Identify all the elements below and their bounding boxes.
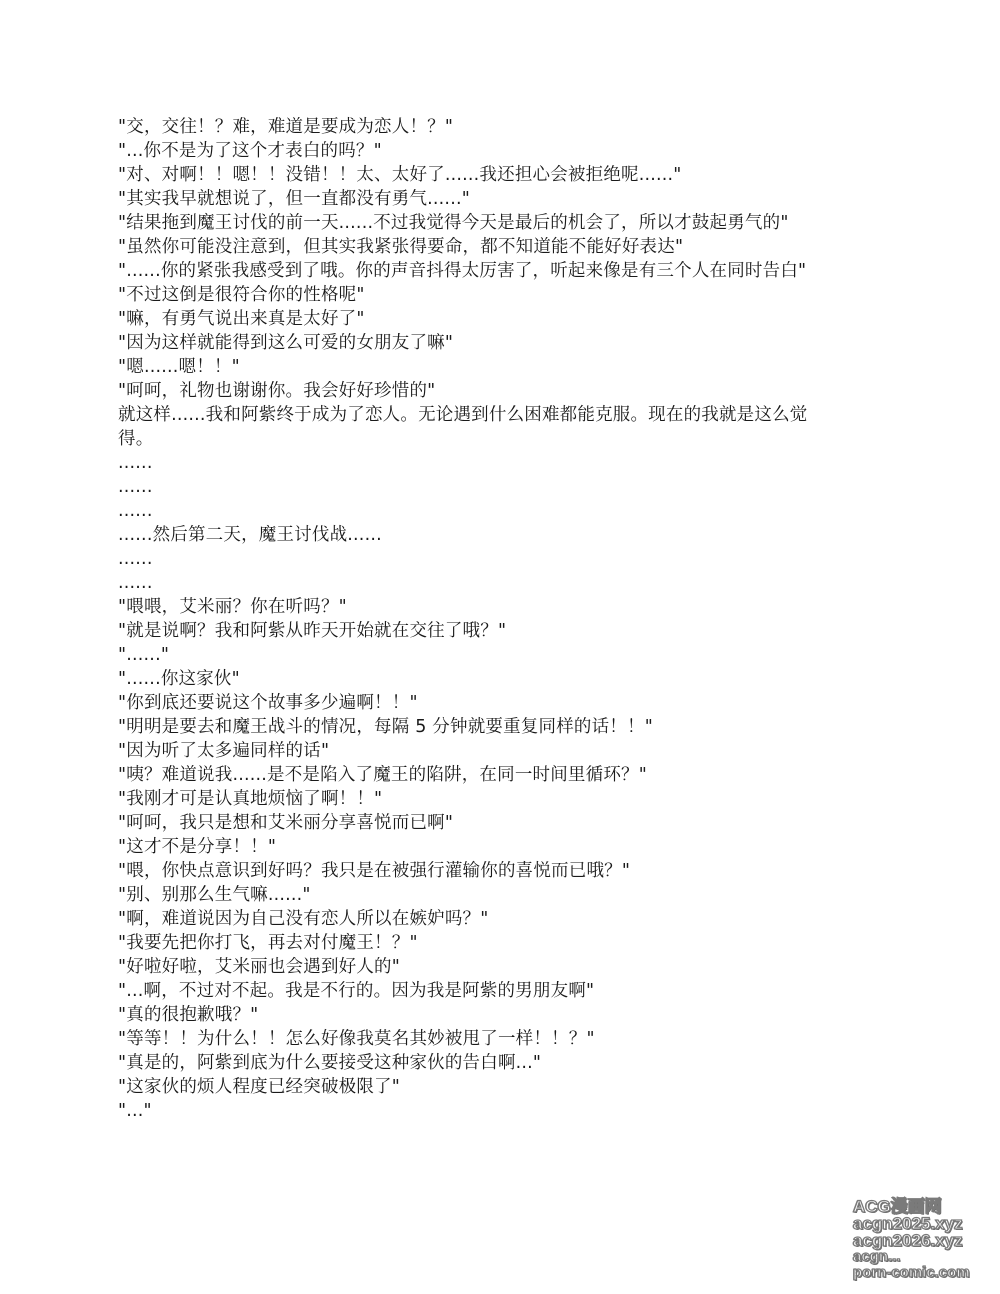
story-text — [118, 115, 888, 1123]
text-line: "真是的，阿紫到底为什么要接受这种家伙的告白啊..." — [118, 1053, 542, 1073]
text-line: "明明是要去和魔王战斗的情况，每隔 5 分钟就要重复同样的话！！" — [118, 717, 653, 737]
text-line: "这家伙的烦人程度已经突破极限了" — [118, 1077, 400, 1097]
text-line: "其实我早就想说了，但一直都没有勇气......" — [118, 189, 470, 209]
text-line: "......你的紧张我感受到了哦。你的声音抖得太厉害了，听起来像是有三个人在同时告白" — [118, 261, 807, 281]
text-line: "虽然你可能没注意到，但其实我紧张得要命，都不知道能不能好好表达" — [118, 237, 684, 257]
text-line: "呵呵，礼物也谢谢你。我会好好珍惜的" — [118, 381, 436, 401]
text-line: ...... — [118, 573, 153, 593]
text-line: "因为听了太多遍同样的话" — [118, 741, 330, 761]
text-line: "呵呵，我只是想和艾米丽分享喜悦而已啊" — [118, 813, 454, 833]
text-line: ...... — [118, 549, 153, 569]
watermark-line: acgn2025.xyz — [853, 1214, 963, 1233]
text-line: "好啦好啦，艾米丽也会遇到好人的" — [118, 957, 400, 977]
text-line: "...你不是为了这个才表白的吗？" — [118, 141, 382, 161]
text-line: 得。 — [118, 429, 154, 449]
text-line: "别、别那么生气嘛......" — [118, 885, 311, 905]
text-line: "喂，你快点意识到好吗？我只是在被强行灌输你的喜悦而已哦？" — [118, 861, 631, 881]
text-line: "不过这倒是很符合你的性格呢" — [118, 285, 365, 305]
text-line: "咦？难道说我......是不是陷入了魔王的陷阱，在同一时间里循环？" — [118, 765, 647, 785]
text-line: "嘛，有勇气说出来真是太好了" — [118, 309, 365, 329]
text-line: "...啊，不过对不起。我是不行的。因为我是阿紫的男朋友啊" — [118, 981, 595, 1001]
text-line: "我要先把你打飞，再去对付魔王！？" — [118, 933, 418, 953]
text-line: "等等！！为什么！！怎么好像我莫名其妙被甩了一样！！？" — [118, 1029, 595, 1049]
text-line: ......然后第二天，魔王讨伐战...... — [118, 525, 382, 545]
text-line: ...... — [118, 501, 153, 521]
text-line: "真的很抱歉哦？" — [118, 1005, 259, 1025]
text-line: "啊，难道说因为自己没有恋人所以在嫉妒吗？" — [118, 909, 489, 929]
text-line: "对、对啊！！嗯！！没错！！太、太好了......我还担心会被拒绝呢......" — [118, 165, 682, 185]
text-line: "我刚才可是认真地烦恼了啊！！" — [118, 789, 383, 809]
text-line: "这才不是分享！！" — [118, 837, 277, 857]
text-line: ...... — [118, 477, 153, 497]
text-line: "就是说啊？我和阿紫从昨天开始就在交往了哦？" — [118, 621, 507, 641]
watermark-line: acgn... — [853, 1248, 901, 1265]
text-line: "嗯......嗯！！" — [118, 357, 240, 377]
text-line: "......你这家伙" — [118, 669, 240, 689]
watermark-line: acgn2026.xyz — [853, 1231, 963, 1250]
text-line: ...... — [118, 453, 153, 473]
watermark — [853, 1198, 993, 1281]
watermark-line: porn-comic.com — [853, 1264, 970, 1281]
text-line: "交，交往！？难，难道是要成为恋人！？" — [118, 117, 454, 137]
text-line: 就这样......我和阿紫终于成为了恋人。无论遇到什么困难都能克服。现在的我就是这么觉 — [118, 405, 808, 425]
text-line: "你到底还要说这个故事多少遍啊！！" — [118, 693, 418, 713]
text-line: "..." — [118, 1101, 152, 1121]
text-line: "......" — [118, 645, 170, 665]
watermark-line: ACG漫画网 — [853, 1197, 942, 1216]
text-line: "因为这样就能得到这么可爱的女朋友了嘛" — [118, 333, 454, 353]
text-line: "喂喂，艾米丽？你在听吗？" — [118, 597, 347, 617]
text-line: "结果拖到魔王讨伐的前一天......不过我觉得今天是最后的机会了，所以才鼓起勇气的" — [118, 213, 789, 233]
